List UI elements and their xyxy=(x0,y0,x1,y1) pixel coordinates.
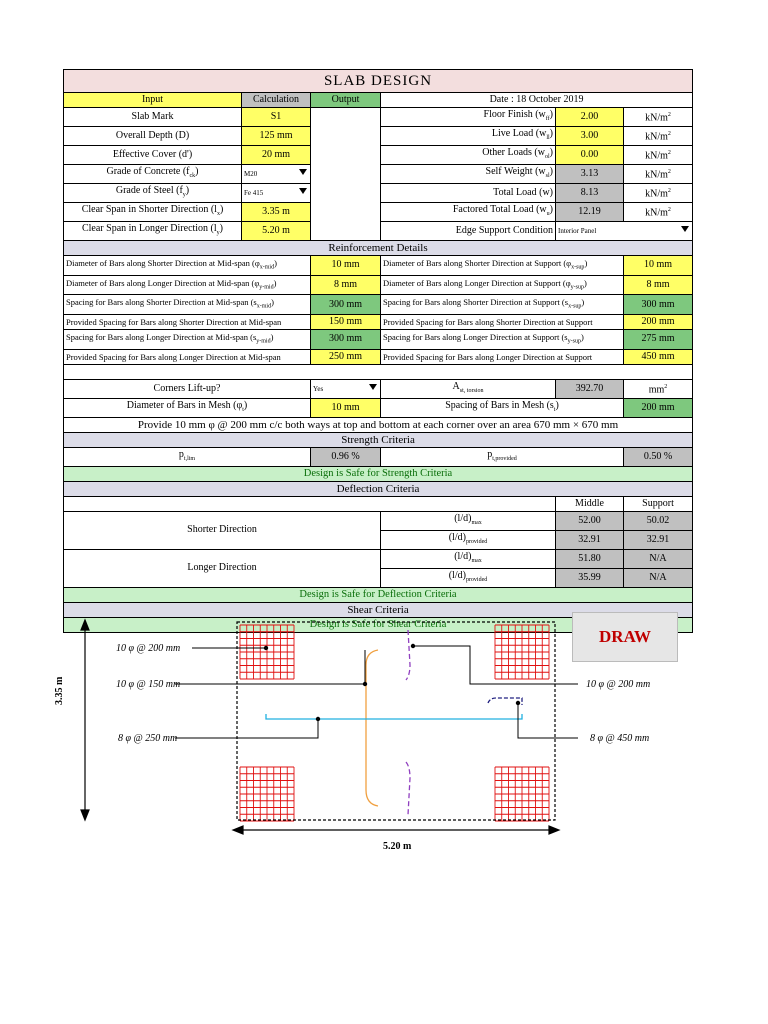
support-header: Support xyxy=(624,496,693,511)
other-loads-input[interactable]: 0.00 xyxy=(556,146,624,165)
reinf-right-value: 275 mm xyxy=(624,330,693,350)
unit-label: $kN/m^2$ xyxy=(624,146,693,165)
edge-support-select[interactable]: Interior Panel xyxy=(556,222,693,241)
deflection-value: 32.91 xyxy=(624,530,693,549)
grade-steel-select[interactable]: Fe 415 xyxy=(242,184,311,203)
unit-label: $kN/m^2$ xyxy=(624,165,693,184)
draw-button[interactable]: DRAW xyxy=(572,612,678,662)
deflection-value: 50.02 xyxy=(624,511,693,530)
bar-label-4: 10 φ @ 200 mm xyxy=(586,679,651,690)
pt-provided-label: $p_{t,provided}$ xyxy=(381,447,624,466)
span-longer-label: Clear Span in Longer Direction $(l_y)$ xyxy=(64,222,242,241)
deflection-result: Design is Safe for Deflection Criteria xyxy=(64,587,693,602)
mesh-dia-label: Diameter of Bars in Mesh $(\varphi_t)$ xyxy=(64,398,311,417)
overall-depth-input[interactable]: 125 mm xyxy=(242,127,311,146)
grade-steel-label: Grade of Steel $(f_y)$ xyxy=(64,184,242,203)
reinf-right-value[interactable]: 10 mm xyxy=(624,256,693,276)
live-load-label: Live Load $(w_{ll})$ xyxy=(381,127,556,146)
reinf-right-label: Diameter of Bars along Shorter Direction at Support $(\varphi_{x-sup})$ xyxy=(381,256,624,276)
longer-direction-label: Longer Direction xyxy=(64,549,381,587)
deflection-value: N/A xyxy=(624,549,693,568)
reinf-left-value[interactable]: 250 mm xyxy=(311,349,381,364)
pt-lim-label: $p_{t,lim}$ xyxy=(64,447,311,466)
calculation-header: Calculation xyxy=(242,93,311,108)
middle-header: Middle xyxy=(556,496,624,511)
cyan-bar xyxy=(266,714,522,719)
reinf-left-value: 300 mm xyxy=(311,295,381,315)
unit-label: $kN/m^2$ xyxy=(624,203,693,222)
reinf-right-label: Spacing for Bars along Shorter Direction at Support $(s_{x-sup})$ xyxy=(381,295,624,315)
deflection-value: 32.91 xyxy=(556,530,624,549)
deflection-heading: Deflection Criteria xyxy=(64,481,693,496)
reinforcement-heading: Reinforcement Details xyxy=(64,241,693,256)
bar-label-2: 10 φ @ 150 mm xyxy=(116,679,181,690)
corners-select[interactable]: Yes xyxy=(311,379,381,398)
purple-bar-top xyxy=(406,630,410,680)
overall-depth-label: Overall Depth (D) xyxy=(64,127,242,146)
reinf-right-value[interactable]: 200 mm xyxy=(624,315,693,330)
reinf-left-label: Provided Spacing for Bars along Longer Direction at Mid-span xyxy=(64,349,311,364)
corner-meshes xyxy=(240,625,549,821)
reinf-left-label: Diameter of Bars along Shorter Direction at Mid-span $(\varphi_{x-mid})$ xyxy=(64,256,311,276)
output-header: Output xyxy=(311,93,381,108)
strength-heading: Strength Criteria xyxy=(64,432,693,447)
deflection-value: 35.99 xyxy=(556,568,624,587)
floor-finish-label: Floor Finish $(w_{ff})$ xyxy=(381,108,556,127)
reinf-right-label: Diameter of Bars along Longer Direction at Support $(\varphi_{y-sup})$ xyxy=(381,275,624,295)
bar-label-5: 8 φ @ 450 mm xyxy=(590,733,650,744)
corners-label: Corners Lift-up? xyxy=(64,379,311,398)
span-shorter-label: Clear Span in Shorter Direction $(l_x)$ xyxy=(64,203,242,222)
reinf-right-label: Spacing for Bars along Longer Direction at Support $(s_{y-sup})$ xyxy=(381,330,624,350)
leader-dots xyxy=(264,644,520,721)
span-y-label: 3.35 m xyxy=(54,676,65,705)
ld-provided-label: $(l/d)_{provided}$ xyxy=(381,568,556,587)
other-loads-label: Other Loads $(w_{ol})$ xyxy=(381,146,556,165)
span-x-label: 5.20 m xyxy=(383,841,412,852)
factored-load-label: Factored Total Load $(w_u)$ xyxy=(381,203,556,222)
unit-label: $kN/m^2$ xyxy=(624,108,693,127)
reinf-left-label: Spacing for Bars along Shorter Direction at Mid-span $(s_{x-mid})$ xyxy=(64,295,311,315)
input-header: Input xyxy=(64,93,242,108)
reinf-right-value: 300 mm xyxy=(624,295,693,315)
ast-torsion-label: $A_{st, torsion}$ xyxy=(381,379,556,398)
pt-provided-value: 0.50 % xyxy=(624,447,693,466)
bar-label-3: 8 φ @ 250 mm xyxy=(118,733,178,744)
mesh-dia-input[interactable]: 10 mm xyxy=(311,398,381,417)
provide-text: Provide 10 mm φ @ 200 mm c/c both ways at top and bottom at each corner over an area 670 mm × 670 mm xyxy=(64,417,693,432)
ast-unit-label: $mm^2$ xyxy=(624,379,693,398)
floor-finish-input[interactable]: 2.00 xyxy=(556,108,624,127)
effective-cover-label: Effective Cover (d') xyxy=(64,146,242,165)
span-shorter-input[interactable]: 3.35 m xyxy=(242,203,311,222)
total-load-value: 8.13 xyxy=(556,184,624,203)
reinf-left-label: Diameter of Bars along Longer Direction at Mid-span $(\varphi_{y-mid})$ xyxy=(64,275,311,295)
reinf-left-label: Spacing for Bars along Longer Direction at Mid-span $(s_{y-mid})$ xyxy=(64,330,311,350)
reinf-left-value: 300 mm xyxy=(311,330,381,350)
slab-mark-input[interactable]: S1 xyxy=(242,108,311,127)
effective-cover-input[interactable]: 20 mm xyxy=(242,146,311,165)
unit-label: $kN/m^2$ xyxy=(624,127,693,146)
reinf-right-label: Provided Spacing for Bars along Longer Direction at Support xyxy=(381,349,624,364)
reinf-left-value[interactable]: 150 mm xyxy=(311,315,381,330)
strength-result: Design is Safe for Strength Criteria xyxy=(64,466,693,481)
ld-max-label: $(l/d)_{max}$ xyxy=(381,549,556,568)
pt-lim-value: 0.96 % xyxy=(311,447,381,466)
span-longer-input[interactable]: 5.20 m xyxy=(242,222,311,241)
purple-bar-bottom xyxy=(406,762,410,815)
reinf-right-label: Provided Spacing for Bars along Shorter Direction at Support xyxy=(381,315,624,330)
edge-support-label: Edge Support Condition xyxy=(381,222,556,241)
mesh-spacing-label: Spacing of Bars in Mesh $(s_t)$ xyxy=(381,398,624,417)
slab-mark-label: Slab Mark xyxy=(64,108,242,127)
total-load-label: Total Load (w) xyxy=(381,184,556,203)
shear-result: Design is Safe for Shear Criteria xyxy=(64,617,693,632)
self-weight-label: Self Weight $(w_{sl})$ xyxy=(381,165,556,184)
factored-load-value: 12.19 xyxy=(556,203,624,222)
self-weight-value: 3.13 xyxy=(556,165,624,184)
orange-bar xyxy=(366,650,378,806)
live-load-input[interactable]: 3.00 xyxy=(556,127,624,146)
deflection-value: 52.00 xyxy=(556,511,624,530)
sheet-title: SLAB DESIGN xyxy=(64,70,693,93)
shorter-direction-label: Shorter Direction xyxy=(64,511,381,549)
deflection-value: 51.80 xyxy=(556,549,624,568)
deflection-value: N/A xyxy=(624,568,693,587)
shear-heading: Shear Criteria xyxy=(64,602,693,617)
reinf-left-value[interactable]: 8 mm xyxy=(311,275,381,295)
mesh-spacing-value: 200 mm xyxy=(624,398,693,417)
ld-provided-label: $(l/d)_{provided}$ xyxy=(381,530,556,549)
reinf-right-value[interactable]: 450 mm xyxy=(624,349,693,364)
unit-label: $kN/m^2$ xyxy=(624,184,693,203)
leader-lines xyxy=(175,646,578,738)
reinf-left-value[interactable]: 10 mm xyxy=(311,256,381,276)
ld-max-label: $(l/d)_{max}$ xyxy=(381,511,556,530)
bar-label-1: 10 φ @ 200 mm xyxy=(116,643,181,654)
date-label: Date : 18 October 2019 xyxy=(381,93,693,108)
reinf-right-value[interactable]: 8 mm xyxy=(624,275,693,295)
grade-concrete-label: Grade of Concrete $(f_{ck})$ xyxy=(64,165,242,184)
grade-concrete-select[interactable]: M20 xyxy=(242,165,311,184)
ast-torsion-value: 392.70 xyxy=(556,379,624,398)
reinf-left-label: Provided Spacing for Bars along Shorter Direction at Mid-span xyxy=(64,315,311,330)
